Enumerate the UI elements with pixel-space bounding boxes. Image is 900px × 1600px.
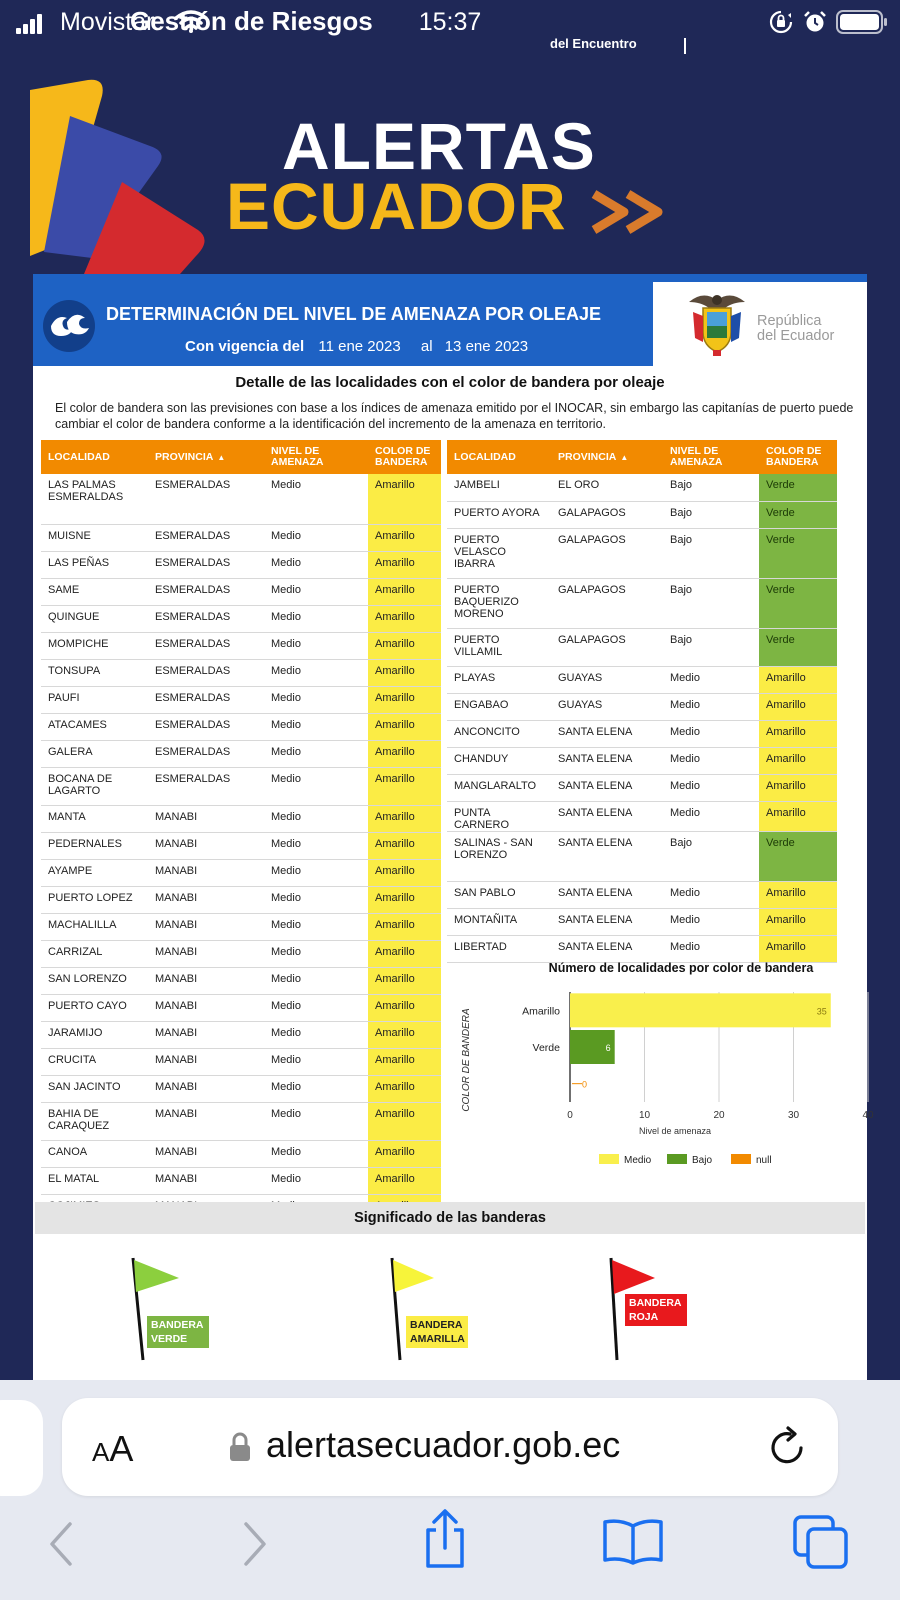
cell-provincia: ESMERALDAS: [148, 551, 264, 578]
cell-provincia: MANABI: [148, 913, 264, 940]
table-row: [41, 686, 441, 713]
chart-data-label: 0: [582, 1079, 588, 1090]
cell-color: Amarillo: [368, 551, 441, 578]
tabs-icon[interactable]: [792, 1514, 850, 1570]
table-row: [41, 1075, 441, 1102]
cell-provincia: MANABI: [148, 1102, 264, 1140]
cell-nivel: Bajo: [663, 528, 759, 578]
cell-color: Verde: [759, 578, 837, 628]
cell-nivel: Medio: [264, 524, 368, 551]
report-header: [33, 282, 653, 366]
date-to: 13 ene 2023: [444, 338, 529, 355]
cell-color: Amarillo: [368, 578, 441, 605]
col-provincia-label: PROVINCIA: [155, 450, 214, 463]
table-row: [447, 628, 837, 666]
cell-provincia: SANTA ELENA: [551, 908, 663, 935]
cell-localidad: CRUCITA: [41, 1048, 148, 1075]
table-row: [41, 832, 441, 859]
cell-color: Verde: [759, 628, 837, 666]
site-header-right: del Encuentro: [550, 36, 637, 51]
cell-provincia: MANABI: [148, 994, 264, 1021]
cell-nivel: Medio: [264, 578, 368, 605]
legend-label: Medio: [624, 1155, 652, 1166]
cell-provincia: MANABI: [148, 859, 264, 886]
cell-color: Amarillo: [368, 605, 441, 632]
cell-provincia: ESMERALDAS: [148, 740, 264, 767]
cell-nivel: Medio: [264, 805, 368, 832]
table-row: [41, 632, 441, 659]
wave-icon: [43, 292, 97, 356]
cell-nivel: Medio: [663, 908, 759, 935]
cell-color: Amarillo: [368, 713, 441, 740]
col-color[interactable]: COLOR DE BANDERA: [759, 440, 837, 474]
cell-localidad: SAN LORENZO: [41, 967, 148, 994]
cell-localidad: PUERTO AYORA: [447, 501, 551, 528]
cell-localidad: PEDERNALES: [41, 832, 148, 859]
chart-xlabel: Nivel de amenaza: [638, 1126, 712, 1136]
share-icon[interactable]: [420, 1508, 470, 1570]
cell-localidad: SALINAS - SAN LORENZO: [447, 831, 551, 881]
cell-color: Amarillo: [368, 1140, 441, 1167]
reader-settings-button[interactable]: [92, 1428, 133, 1470]
cell-provincia: GALAPAGOS: [551, 578, 663, 628]
cell-provincia: MANABI: [148, 1075, 264, 1102]
chart-xtick: 10: [638, 1110, 651, 1121]
cell-color: Amarillo: [368, 1102, 441, 1140]
cell-color: Verde: [759, 474, 837, 501]
table-row: [447, 831, 837, 881]
cell-localidad: CHANDUY: [447, 747, 551, 774]
col-color[interactable]: COLOR DE BANDERA: [368, 440, 441, 474]
cell-provincia: MANABI: [148, 967, 264, 994]
cell-localidad: SAME: [41, 578, 148, 605]
col-nivel[interactable]: NIVEL DE AMENAZA: [663, 440, 759, 474]
report-panel: [33, 274, 874, 1380]
cell-nivel: Medio: [663, 774, 759, 801]
chart-data-label: 6: [605, 1043, 611, 1053]
flag-roja: [605, 1256, 682, 1367]
cell-localidad: JARAMIJO: [41, 1021, 148, 1048]
cell-color: Amarillo: [368, 1167, 441, 1194]
legend-label: null: [756, 1155, 772, 1166]
col-provincia-label: PROVINCIA: [558, 450, 617, 463]
url-text[interactable]: alertasecuador.gob.ec: [266, 1424, 621, 1465]
cell-localidad: ATACAMES: [41, 713, 148, 740]
cell-color: Verde: [759, 528, 837, 578]
cell-localidad: PUERTO VELASCO IBARRA: [447, 528, 551, 578]
table-row: [447, 693, 837, 720]
report-title: DETERMINACIÓN DEL NIVEL DE AMENAZA POR OLEAJE: [106, 304, 602, 324]
table-row: [41, 524, 441, 551]
cell-nivel: Medio: [264, 1075, 368, 1102]
table-row: [447, 501, 837, 528]
flag-amarilla: [386, 1256, 465, 1367]
banner-title-line1: ALERTAS: [282, 109, 596, 183]
back-icon[interactable]: [46, 1520, 76, 1568]
cell-provincia: SANTA ELENA: [551, 720, 663, 747]
cell-localidad: SAN JACINTO: [41, 1075, 148, 1102]
chart-ytick: Verde: [532, 1042, 560, 1054]
cell-provincia: SANTA ELENA: [551, 935, 663, 962]
cell-provincia: SANTA ELENA: [551, 774, 663, 801]
table-right: [447, 440, 837, 963]
bookmarks-icon[interactable]: [602, 1518, 664, 1566]
cell-provincia: SANTA ELENA: [551, 747, 663, 774]
cell-nivel: Medio: [264, 1021, 368, 1048]
cell-localidad: JAMBELI: [447, 474, 551, 501]
cell-nivel: Bajo: [663, 628, 759, 666]
cell-nivel: Medio: [663, 666, 759, 693]
cell-color: Amarillo: [368, 859, 441, 886]
cell-nivel: Medio: [264, 713, 368, 740]
cell-localidad: MANGLARALTO: [447, 774, 551, 801]
cell-provincia: GUAYAS: [551, 666, 663, 693]
republica-line2: del Ecuador: [757, 328, 835, 344]
flag-count-chart: [451, 956, 874, 1196]
cell-color: Amarillo: [368, 886, 441, 913]
date-from: 11 ene 2023: [318, 338, 401, 355]
cell-provincia: GUAYAS: [551, 693, 663, 720]
table-left: [41, 440, 441, 1222]
chart-xtick: 40: [862, 1110, 874, 1121]
cell-localidad: LAS PEÑAS: [41, 551, 148, 578]
table-row: [41, 713, 441, 740]
cell-localidad: BOCANA DE LAGARTO: [41, 767, 148, 805]
banner-title-line2: ECUADOR: [226, 169, 567, 243]
cell-localidad: GALERA: [41, 740, 148, 767]
cell-localidad: ANCONCITO: [447, 720, 551, 747]
cell-color: Amarillo: [368, 832, 441, 859]
carrier-name: Movistar: [60, 8, 155, 36]
description-paragraph: El color de bandera son las previsiones con base a los índices de amenaza emitido por el INOCAR, sin embargo las capitanías de puerto puede cambiar el color de bandera conforme a la identificación del incremento de la amenaza en territorio.: [55, 401, 854, 431]
chart-xtick: 0: [567, 1110, 573, 1121]
cell-provincia: SANTA ELENA: [551, 831, 663, 881]
cell-color: Amarillo: [368, 1048, 441, 1075]
table-row: [41, 1140, 441, 1167]
cell-localidad: CANOA: [41, 1140, 148, 1167]
cell-nivel: Medio: [264, 913, 368, 940]
cell-nivel: Medio: [264, 659, 368, 686]
table-row: [41, 767, 441, 805]
cell-provincia: EL ORO: [551, 474, 663, 501]
table-row: [41, 474, 441, 524]
cell-nivel: Medio: [663, 801, 759, 831]
sort-arrow-icon: ▲: [620, 452, 629, 462]
col-localidad[interactable]: LOCALIDAD: [447, 440, 551, 474]
cell-provincia: MANABI: [148, 886, 264, 913]
table-row: [41, 1102, 441, 1140]
cell-color: Amarillo: [759, 774, 837, 801]
cell-provincia: SANTA ELENA: [551, 801, 663, 831]
vigencia-label: Con vigencia del: [185, 338, 305, 355]
cell-nivel: Medio: [264, 967, 368, 994]
table-row: [447, 747, 837, 774]
cell-color: Amarillo: [368, 1075, 441, 1102]
cell-color: Amarillo: [368, 632, 441, 659]
table-row: [41, 551, 441, 578]
browser-toolbar: [0, 1380, 900, 1600]
cell-color: Amarillo: [759, 720, 837, 747]
chart-xtick: 20: [713, 1110, 725, 1121]
cell-localidad: MOMPICHE: [41, 632, 148, 659]
header-divider: [684, 38, 686, 54]
col-nivel[interactable]: NIVEL DE AMENAZA: [264, 440, 368, 474]
cell-color: Amarillo: [759, 908, 837, 935]
cell-provincia: ESMERALDAS: [148, 686, 264, 713]
cell-nivel: Bajo: [663, 501, 759, 528]
table-row: [447, 474, 837, 501]
table-row: [447, 578, 837, 628]
cell-nivel: Medio: [264, 886, 368, 913]
previous-tab-peek[interactable]: [0, 1400, 43, 1496]
cell-color: Amarillo: [368, 940, 441, 967]
al-label: al: [420, 338, 433, 355]
cell-color: Amarillo: [368, 805, 441, 832]
col-provincia[interactable]: [551, 440, 663, 474]
cell-color: Amarillo: [368, 524, 441, 551]
cell-localidad: MACHALILLA: [41, 913, 148, 940]
cell-localidad: ENGABAO: [447, 693, 551, 720]
cell-provincia: ESMERALDAS: [148, 524, 264, 551]
cell-color: Amarillo: [368, 474, 441, 524]
clock: 15:37: [418, 8, 482, 36]
col-provincia[interactable]: [148, 440, 264, 474]
republica-logo: [685, 288, 855, 366]
cell-localidad: PUERTO LOPEZ: [41, 886, 148, 913]
cell-localidad: PAUFI: [41, 686, 148, 713]
cell-provincia: ESMERALDAS: [148, 767, 264, 805]
chart-xtick: 30: [787, 1110, 800, 1121]
cell-localidad: SAN PABLO: [447, 881, 551, 908]
cell-nivel: Medio: [264, 686, 368, 713]
cell-provincia: SANTA ELENA: [551, 881, 663, 908]
cell-localidad: EL MATAL: [41, 1167, 148, 1194]
cell-nivel: Medio: [264, 994, 368, 1021]
cell-nivel: Medio: [264, 740, 368, 767]
cell-provincia: GALAPAGOS: [551, 501, 663, 528]
cell-localidad: PUERTO CAYO: [41, 994, 148, 1021]
cell-nivel: Bajo: [663, 831, 759, 881]
cell-color: Amarillo: [759, 935, 837, 962]
address-bar[interactable]: [62, 1398, 838, 1496]
cell-nivel: Medio: [264, 832, 368, 859]
cell-localidad: PUNTA CARNERO: [447, 801, 551, 831]
double-chevron-icon: [590, 190, 674, 234]
cell-provincia: MANABI: [148, 1021, 264, 1048]
table-row: [41, 805, 441, 832]
cell-localidad: PUERTO VILLAMIL: [447, 628, 551, 666]
cell-nivel: Medio: [663, 881, 759, 908]
table-row: [447, 774, 837, 801]
cell-localidad: LAS PALMAS ESMERALDAS: [41, 474, 148, 524]
cell-color: Amarillo: [368, 686, 441, 713]
cell-localidad: BAHIA DE CARAQUEZ: [41, 1102, 148, 1140]
table-row: [41, 1048, 441, 1075]
cell-localidad: LIBERTAD: [447, 935, 551, 962]
cell-color: Amarillo: [368, 1021, 441, 1048]
ecuador-logo-shape: [30, 80, 220, 274]
table-row: [41, 967, 441, 994]
cell-provincia: ESMERALDAS: [148, 713, 264, 740]
cell-provincia: GALAPAGOS: [551, 528, 663, 578]
table-header-row: [41, 440, 441, 474]
cell-nivel: Medio: [264, 1048, 368, 1075]
detail-subtitle: Detalle de las localidades con el color de bandera por oleaje: [235, 374, 665, 391]
chart-ytick: Amarillo: [522, 1005, 560, 1018]
table-row: [41, 578, 441, 605]
table-row: [447, 666, 837, 693]
chart-ylabel: COLOR DE BANDERA: [461, 1008, 472, 1112]
alertas-banner: [0, 56, 900, 274]
cell-nivel: Medio: [264, 605, 368, 632]
legend-swatch: [599, 1154, 619, 1164]
cell-provincia: ESMERALDAS: [148, 659, 264, 686]
cell-localidad: MONTAÑITA: [447, 908, 551, 935]
aa-big: A: [109, 1428, 134, 1469]
flag-amarilla-label: BANDERA AMARILLA: [406, 1316, 468, 1348]
cell-provincia: MANABI: [148, 1048, 264, 1075]
table-row: [447, 881, 837, 908]
flag-verde-label: BANDERA VERDE: [147, 1316, 209, 1348]
cell-nivel: Bajo: [663, 474, 759, 501]
cell-nivel: Medio: [663, 747, 759, 774]
site-header-left: Gestión de Riesgos: [130, 6, 373, 36]
legend-swatch: [667, 1154, 687, 1164]
cell-localidad: TONSUPA: [41, 659, 148, 686]
legend-label: Bajo: [692, 1155, 713, 1166]
cell-provincia: MANABI: [148, 805, 264, 832]
table-header-row: [447, 440, 837, 474]
lock-icon: [228, 1431, 252, 1463]
cell-nivel: Medio: [264, 1102, 368, 1140]
cell-color: Verde: [759, 501, 837, 528]
cell-color: Amarillo: [368, 740, 441, 767]
cell-nivel: Medio: [264, 859, 368, 886]
cell-nivel: Medio: [264, 1140, 368, 1167]
cell-provincia: GALAPAGOS: [551, 628, 663, 666]
cell-nivel: Medio: [264, 474, 368, 524]
chart-data-label: 35: [816, 1006, 827, 1017]
cell-nivel: Bajo: [663, 578, 759, 628]
table-row: [41, 940, 441, 967]
chart-title: Número de localidades por color de bandera: [548, 961, 814, 975]
forward-icon[interactable]: [240, 1520, 270, 1568]
table-row: [41, 1021, 441, 1048]
table-row: [41, 605, 441, 632]
cell-nivel: Medio: [264, 767, 368, 805]
cell-localidad: PLAYAS: [447, 666, 551, 693]
table-row: [447, 720, 837, 747]
flag-verde: [127, 1256, 204, 1367]
cell-color: Amarillo: [368, 659, 441, 686]
cell-provincia: ESMERALDAS: [148, 632, 264, 659]
cell-localidad: AYAMPE: [41, 859, 148, 886]
cell-localidad: PUERTO BAQUERIZO MORENO: [447, 578, 551, 628]
cell-nivel: Medio: [663, 935, 759, 962]
cell-color: Amarillo: [368, 967, 441, 994]
table-row: [447, 801, 837, 831]
cell-localidad: CARRIZAL: [41, 940, 148, 967]
republica-text: [757, 314, 834, 344]
cell-provincia: ESMERALDAS: [148, 474, 264, 524]
cell-color: Amarillo: [368, 913, 441, 940]
cell-nivel: Medio: [264, 632, 368, 659]
cell-provincia: MANABI: [148, 1140, 264, 1167]
aa-small: A: [92, 1437, 110, 1467]
cell-nivel: Medio: [264, 551, 368, 578]
cell-provincia: MANABI: [148, 940, 264, 967]
table-row: [41, 913, 441, 940]
table-row: [41, 886, 441, 913]
reload-icon[interactable]: [768, 1426, 808, 1468]
cell-color: Amarillo: [368, 767, 441, 805]
cell-nivel: Medio: [264, 1167, 368, 1194]
table-row: [41, 1167, 441, 1194]
chart-bar: [570, 993, 831, 1027]
legend-swatch: [731, 1154, 751, 1164]
table-row: [41, 994, 441, 1021]
cell-color: Verde: [759, 831, 837, 881]
cell-nivel: Medio: [264, 940, 368, 967]
cell-color: Amarillo: [759, 801, 837, 831]
cell-provincia: ESMERALDAS: [148, 578, 264, 605]
cell-color: Amarillo: [759, 693, 837, 720]
vigencia: [185, 338, 528, 355]
cell-provincia: ESMERALDAS: [148, 605, 264, 632]
cell-nivel: Medio: [663, 693, 759, 720]
cell-localidad: QUINGUE: [41, 605, 148, 632]
cell-provincia: MANABI: [148, 1167, 264, 1194]
sort-arrow-icon: ▲: [217, 452, 226, 462]
cell-nivel: Medio: [663, 720, 759, 747]
cell-color: Amarillo: [759, 666, 837, 693]
table-row: [447, 528, 837, 578]
table-row: [41, 659, 441, 686]
significado-header: Significado de las banderas: [35, 1202, 865, 1234]
cell-color: Amarillo: [759, 881, 837, 908]
republica-line1: República: [757, 313, 822, 329]
table-row: [41, 859, 441, 886]
col-localidad[interactable]: LOCALIDAD: [41, 440, 148, 474]
coat-of-arms-icon: [685, 288, 749, 360]
flag-roja-label: BANDERA ROJA: [625, 1294, 687, 1326]
cell-localidad: MANTA: [41, 805, 148, 832]
site-header-partial: [0, 6, 900, 56]
cell-color: Amarillo: [759, 747, 837, 774]
table-row: [41, 740, 441, 767]
cell-provincia: MANABI: [148, 832, 264, 859]
table-row: [447, 908, 837, 935]
cell-color: Amarillo: [368, 994, 441, 1021]
cell-localidad: MUISNE: [41, 524, 148, 551]
